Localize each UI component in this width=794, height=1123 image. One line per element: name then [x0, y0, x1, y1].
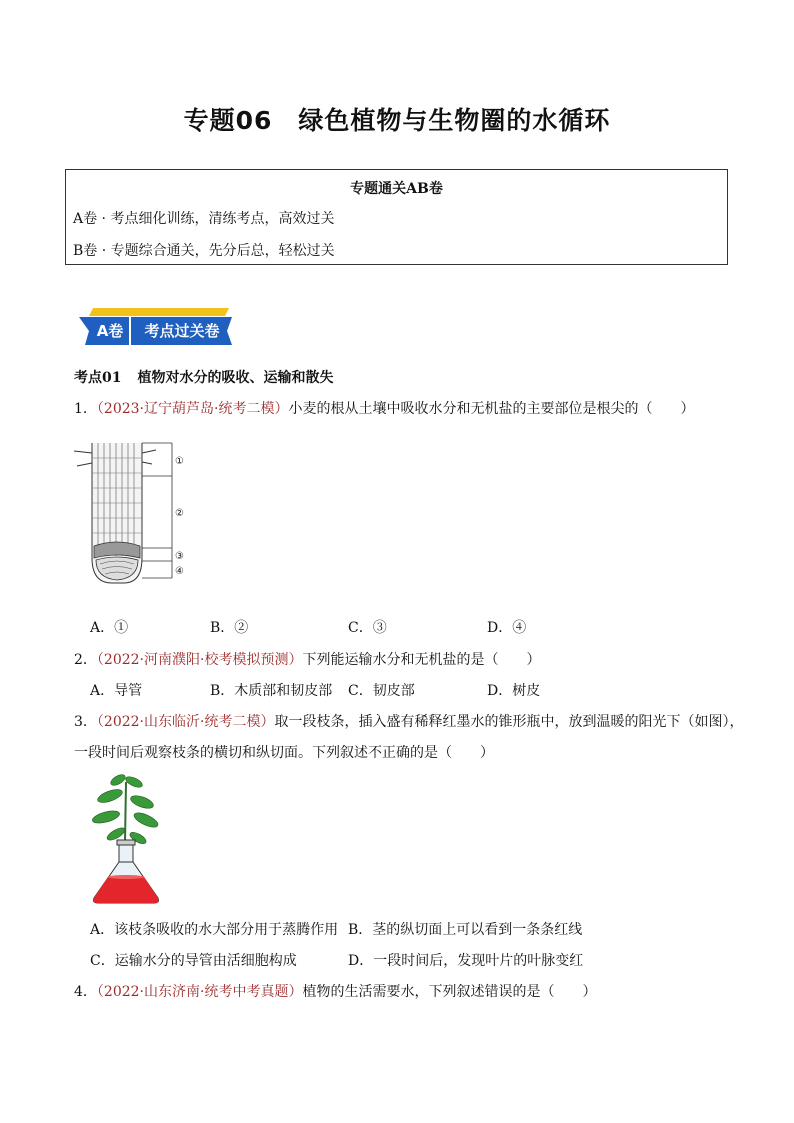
- diagram-label-1: ①: [175, 456, 184, 467]
- diagram-label-3: ③: [175, 551, 184, 562]
- q1-source: （2023·辽宁葫芦岛·统考二模）: [96, 401, 289, 417]
- q1-option-d[interactable]: D．④: [487, 620, 527, 636]
- q2-option-c[interactable]: C．韧皮部: [348, 683, 415, 699]
- q4-stem: 植物的生活需要水，下列叙述错误的是（ ）: [302, 984, 597, 1000]
- section-heading: [74, 367, 333, 387]
- banner-right-label: 考点过关卷: [144, 322, 220, 340]
- section-label: 考点01: [74, 370, 122, 386]
- page-title: 专题06 绿色植物与生物圈的水循环: [183, 106, 611, 135]
- q2-option-b[interactable]: B．木质部和韧皮部: [210, 683, 333, 699]
- root-tip-diagram: [72, 438, 187, 588]
- q1-option-c[interactable]: C．③: [348, 620, 387, 636]
- q1-stem: 小麦的根从土壤中吸收水分和无机盐的主要部位是根尖的（ ）: [288, 401, 695, 417]
- banner-left-label: A卷: [96, 322, 124, 340]
- q4-source: （2022·山东济南·统考中考真题）: [96, 984, 303, 1000]
- q3-option-d[interactable]: D．一段时间后，发现叶片的叶脉变红: [348, 953, 584, 969]
- q2-source: （2022·河南濮阳·校考模拟预测）: [96, 652, 303, 668]
- ab-info-box: [65, 169, 728, 265]
- q3-option-c[interactable]: C．运输水分的导管由活细胞构成: [90, 953, 297, 969]
- q3-option-b[interactable]: B．茎的纵切面上可以看到一条条红线: [348, 922, 583, 938]
- q1-option-b[interactable]: B．②: [210, 620, 249, 636]
- q1-option-a[interactable]: A．①: [90, 620, 129, 636]
- plant-flask-illustration: [88, 772, 168, 907]
- question-4: [74, 981, 596, 1001]
- q3-option-a[interactable]: A．该枝条吸收的水大部分用于蒸腾作用: [90, 922, 339, 938]
- q2-option-a[interactable]: A．导管: [90, 683, 143, 699]
- q2-stem: 下列能运输水分和无机盐的是（ ）: [302, 652, 541, 668]
- q3-stem-line-2: 一段时间后观察枝条的横切和纵切面。下列叙述不正确的是（ ）: [74, 745, 494, 761]
- section-banner: [79, 308, 232, 346]
- question-1: [74, 398, 694, 418]
- q2-number: 2．: [74, 652, 97, 668]
- diagram-label-4: ④: [175, 566, 184, 577]
- q4-number: 4．: [74, 984, 97, 1000]
- q3-source: （2022·山东临沂·统考二模）: [96, 714, 275, 730]
- section-title: 植物对水分的吸收、运输和散失: [137, 370, 334, 386]
- q3-number: 3．: [74, 714, 97, 730]
- question-3: [74, 711, 743, 731]
- q2-option-d[interactable]: D．树皮: [487, 683, 541, 699]
- ab-box-line-a: A卷 · 考点细化训练，清练考点，高效过关: [73, 211, 335, 227]
- ab-box-line-b: B卷 · 专题综合通关，先分后总，轻松过关: [73, 243, 335, 259]
- diagram-label-2: ②: [175, 508, 184, 519]
- q1-number: 1．: [74, 401, 97, 417]
- q3-stem: 取一段枝条，插入盛有稀释红墨水的锥形瓶中，放到温暖的阳光下（如图），: [274, 714, 744, 730]
- question-2: [74, 649, 540, 669]
- ab-box-heading: 专题通关AB卷: [350, 181, 443, 197]
